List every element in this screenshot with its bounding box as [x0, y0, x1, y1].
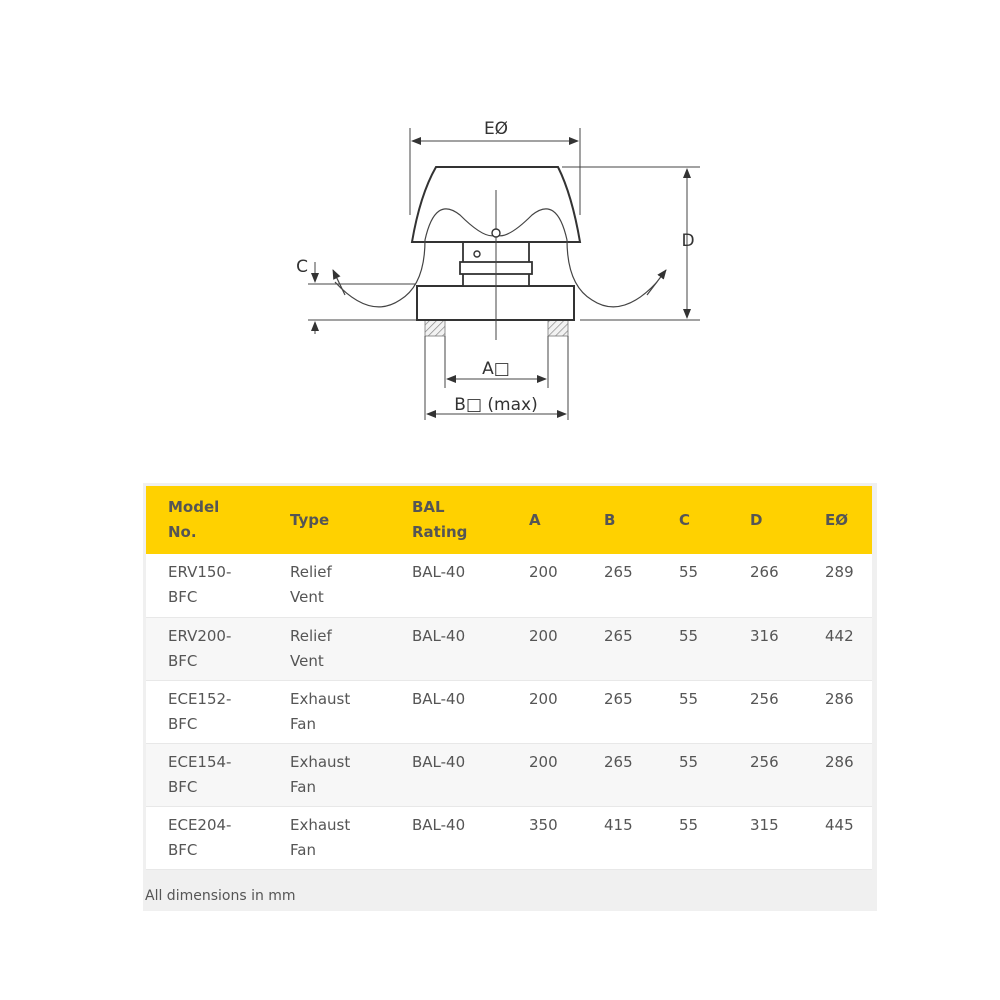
- cell-a: 350: [507, 806, 582, 869]
- cell-bal: BAL-40: [390, 743, 507, 806]
- cell-b: 265: [582, 743, 657, 806]
- cell-e: 442: [803, 617, 872, 680]
- cell-d: 256: [728, 680, 803, 743]
- table-row: [146, 617, 872, 680]
- cell-c: 55: [657, 554, 728, 617]
- cell-c: 55: [657, 743, 728, 806]
- cell-b: 265: [582, 680, 657, 743]
- cell-model: ECE204- BFC: [146, 806, 268, 869]
- cell-e: 286: [803, 680, 872, 743]
- dimension-d: [562, 167, 700, 320]
- dimension-d-label: D: [681, 231, 695, 251]
- cell-d: 316: [728, 617, 803, 680]
- dimension-c-label: C: [296, 257, 308, 277]
- table-row: [146, 806, 872, 869]
- neck-fastener: [474, 251, 480, 257]
- cell-c: 55: [657, 617, 728, 680]
- fan-dimension-diagram: [0, 0, 1000, 470]
- table-row: [146, 680, 872, 743]
- cell-a: 200: [507, 680, 582, 743]
- header-type: Type: [268, 486, 390, 554]
- table-row: [146, 554, 872, 617]
- dimension-c: [308, 262, 416, 334]
- cell-a: 200: [507, 617, 582, 680]
- dimension-a-label: A□: [482, 359, 510, 379]
- cell-type: Exhaust Fan: [268, 806, 390, 869]
- cell-bal: BAL-40: [390, 680, 507, 743]
- cell-model: ECE154- BFC: [146, 743, 268, 806]
- dimension-e-label: EØ: [483, 119, 509, 139]
- cell-e: 286: [803, 743, 872, 806]
- cell-bal: BAL-40: [390, 617, 507, 680]
- cell-model: ERV150- BFC: [146, 554, 268, 617]
- cell-e: 445: [803, 806, 872, 869]
- cell-b: 415: [582, 806, 657, 869]
- header-b: B: [582, 486, 657, 554]
- cell-model: ECE152- BFC: [146, 680, 268, 743]
- cell-bal: BAL-40: [390, 554, 507, 617]
- cell-a: 200: [507, 743, 582, 806]
- cell-model: ERV200- BFC: [146, 617, 268, 680]
- cell-e: 289: [803, 554, 872, 617]
- cell-b: 265: [582, 554, 657, 617]
- cell-type: Exhaust Fan: [268, 743, 390, 806]
- table-header-row: [146, 486, 872, 554]
- cell-b: 265: [582, 617, 657, 680]
- cell-d: 315: [728, 806, 803, 869]
- cell-type: Relief Vent: [268, 617, 390, 680]
- spec-table: [146, 486, 872, 870]
- table-row: [146, 743, 872, 806]
- header-d: D: [728, 486, 803, 554]
- spec-table-panel: [143, 483, 877, 911]
- cell-c: 55: [657, 806, 728, 869]
- header-bal: BAL Rating: [390, 486, 507, 554]
- header-c: C: [657, 486, 728, 554]
- header-a: A: [507, 486, 582, 554]
- hood-fastener: [492, 229, 500, 237]
- cell-type: Exhaust Fan: [268, 680, 390, 743]
- cell-c: 55: [657, 680, 728, 743]
- cell-a: 200: [507, 554, 582, 617]
- cell-d: 266: [728, 554, 803, 617]
- header-e: EØ: [803, 486, 872, 554]
- dimensions-note: All dimensions in mm: [145, 888, 296, 904]
- cell-type: Relief Vent: [268, 554, 390, 617]
- cell-bal: BAL-40: [390, 806, 507, 869]
- cell-d: 256: [728, 743, 803, 806]
- dimension-b-label: B□ (max): [454, 395, 538, 415]
- header-model: Model No.: [146, 486, 268, 554]
